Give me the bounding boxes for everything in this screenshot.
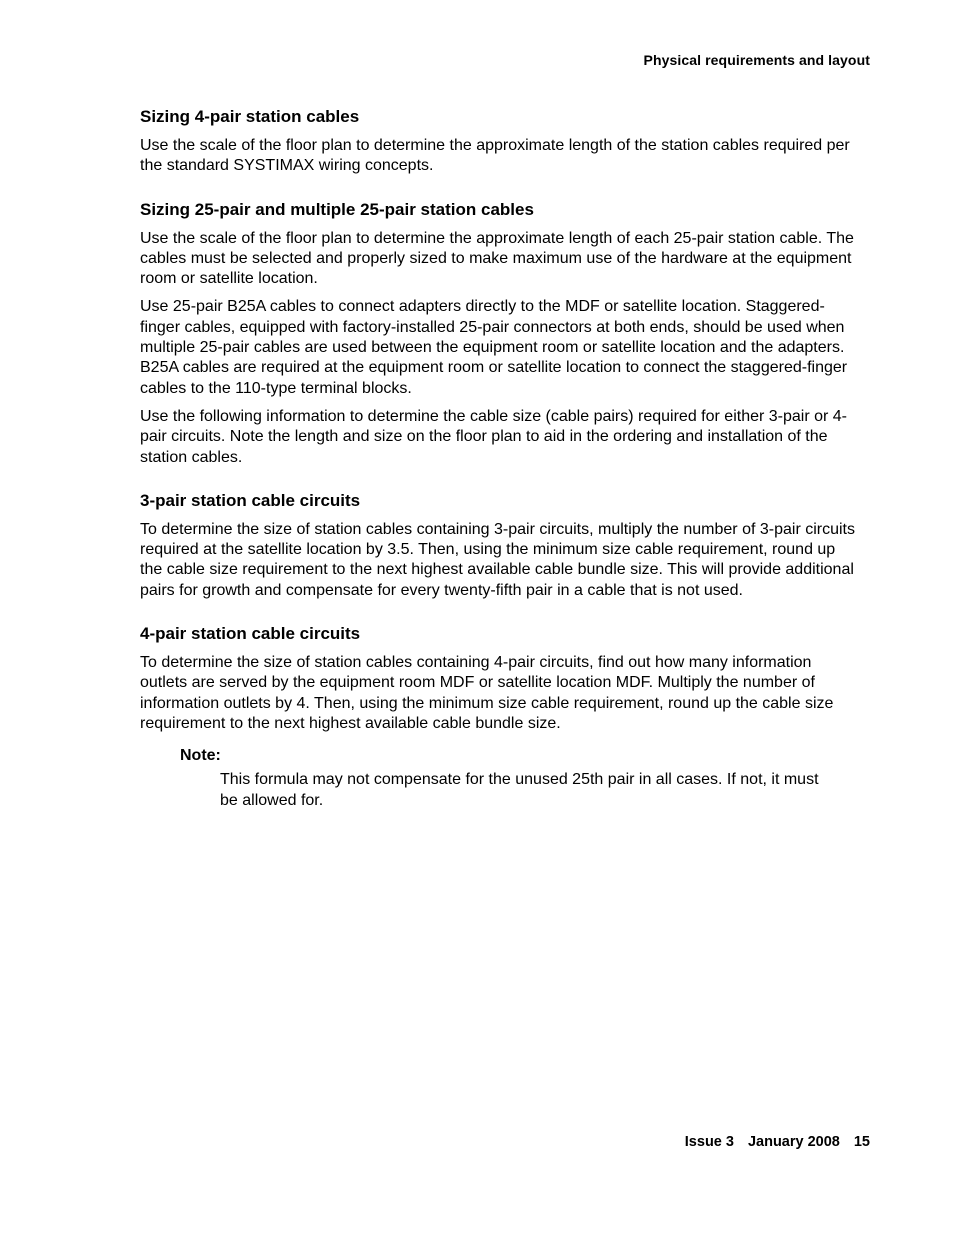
section-3-pair-circuits (140, 490, 860, 601)
note-block (180, 746, 860, 811)
section-heading: 3-pair station cable circuits (140, 490, 361, 510)
footer-issue: Issue 3 (684, 1134, 734, 1150)
page-number: 15 (853, 1134, 870, 1150)
note-label: Note: (180, 747, 221, 765)
footer-date: January 2008 (747, 1134, 840, 1150)
paragraph: To determine the size of station cables containing 4-pair circuits, find out how many information outlets are served by the equipment room MDF or satellite location MDF. Multiply the number of information outlets by 4. Then, using the minimum size cable requirement, round up the cable size requirement to the next highest available cable bundle size. (140, 654, 834, 732)
section-heading: Sizing 25-pair and multiple 25-pair station cables (140, 199, 534, 219)
running-header: Physical requirements and layout (643, 52, 870, 68)
paragraph: Use the scale of the floor plan to determine the approximate length of each 25-pair station cable. The cables must be selected and properly sized to make maximum use of the hardware at the equipment room or satellite location. (140, 229, 854, 288)
paragraph: Use the scale of the floor plan to determine the approximate length of the station cables required per the standard SYSTIMAX wiring concepts. (140, 137, 850, 175)
section-sizing-4-pair (140, 106, 860, 177)
note-text: This formula may not compensate for the unused 25th pair in all cases. If not, it must be allowed for. (220, 771, 819, 809)
page-footer (671, 1134, 870, 1150)
section-heading: Sizing 4-pair station cables (140, 107, 360, 126)
paragraph: Use the following information to determine the cable size (cable pairs) required for either 3-pair or 4-pair circuits. Note the length and size on the floor plan to aid in the ordering and installation of the station cables. (140, 407, 848, 466)
paragraph: Use 25-pair B25A cables to connect adapters directly to the MDF or satellite location. Staggered-finger cables, equipped with factory-installed 25-pair connectors at both ends, should be used when multiple 25-pair cables are used between the equipment room or satellite location and the adapters. B25A cables are required at the equipment room or satellite location to connect the staggered-finger cables to the 110-type terminal blocks. (140, 298, 848, 397)
section-heading: 4-pair station cable circuits (140, 624, 361, 644)
section-sizing-25-pair (140, 199, 860, 468)
page-content (140, 106, 860, 811)
paragraph: To determine the size of station cables containing 3-pair circuits, multiply the number of 3-pair circuits required at the satellite location by 3.5. Then, using the minimum size cable requirement, round up the cable size requirement to the next highest available cable bundle size. This will provide additional pairs for growth and compensate for every twenty-fifth pair in a cable that is not used. (140, 520, 855, 599)
section-4-pair-circuits (140, 623, 860, 734)
